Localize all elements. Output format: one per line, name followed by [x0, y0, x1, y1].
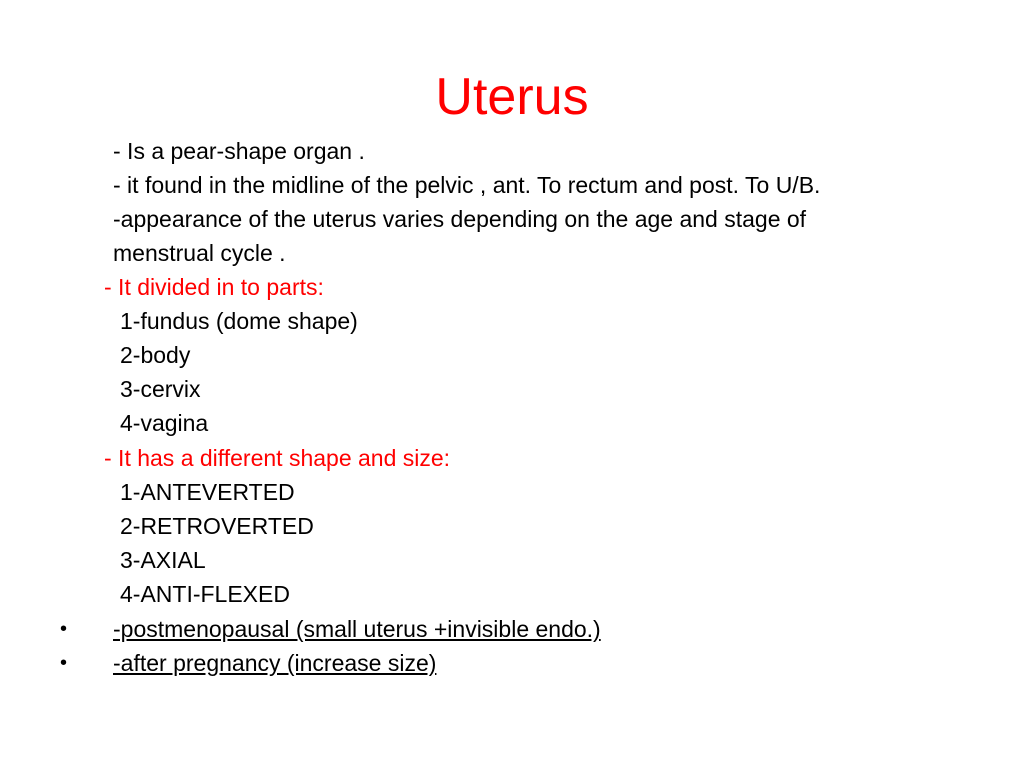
- slide-title: Uterus: [435, 68, 589, 126]
- bullet-dot: •: [60, 652, 68, 674]
- shapes-heading: - It has a different shape and size:: [104, 445, 451, 471]
- intro-line: -appearance of the uterus varies depending on the age and stage of: [113, 206, 807, 232]
- parts-heading: - It divided in to parts:: [104, 274, 324, 300]
- bullet-dot: •: [60, 618, 68, 640]
- bullet-item-postmenopausal: -postmenopausal (small uterus +invisible endo.): [113, 616, 601, 642]
- bullet-item-after-pregnancy: -after pregnancy (increase size): [113, 650, 437, 676]
- shapes-item: 4-ANTI-FLEXED: [120, 581, 290, 607]
- shapes-item: 3-AXIAL: [120, 547, 206, 573]
- parts-item: 3-cervix: [120, 376, 201, 402]
- intro-line: menstrual cycle .: [113, 240, 286, 266]
- parts-item: 4-vagina: [120, 410, 209, 436]
- parts-item: 2-body: [120, 342, 191, 368]
- intro-line: - Is a pear-shape organ .: [113, 138, 365, 164]
- shapes-item: 2-RETROVERTED: [120, 513, 314, 539]
- shapes-item: 1-ANTEVERTED: [120, 479, 295, 505]
- parts-item: 1-fundus (dome shape): [120, 308, 358, 334]
- intro-line: - it found in the midline of the pelvic , ant. To rectum and post. To U/B.: [113, 172, 821, 198]
